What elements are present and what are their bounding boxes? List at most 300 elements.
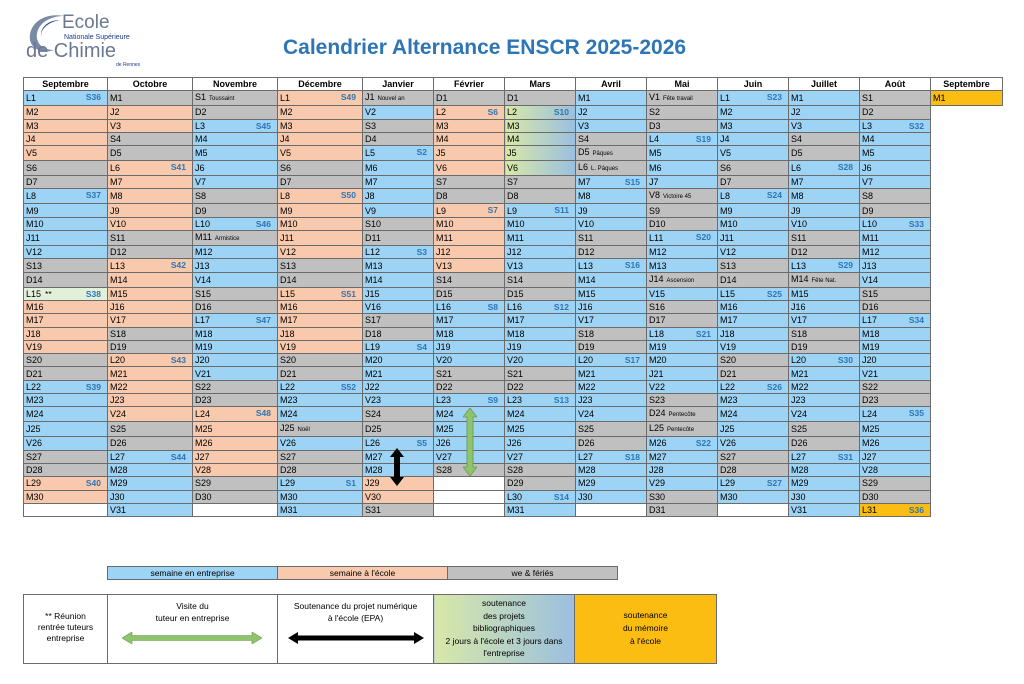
day-label: L29	[26, 478, 42, 489]
day-label: M20	[365, 355, 383, 366]
day-label: J6	[862, 163, 872, 174]
day-cell	[24, 106, 108, 119]
day-label: M22	[791, 381, 809, 392]
day-label: J5	[436, 148, 446, 159]
day-cell	[789, 91, 860, 106]
day-label: J14	[649, 273, 664, 284]
day-cell	[860, 422, 931, 437]
empty-cell	[576, 503, 647, 516]
day-cell	[193, 367, 278, 380]
day-label: L22	[280, 381, 296, 392]
day-label: J9	[578, 205, 588, 216]
empty-cell	[931, 380, 1003, 393]
day-label: V31	[791, 504, 808, 515]
day-label: V28	[862, 465, 879, 476]
day-label: D12	[578, 247, 595, 258]
day-cell	[505, 314, 576, 327]
day-cell	[24, 490, 108, 503]
day-cell	[576, 146, 647, 161]
day-cell	[789, 314, 860, 327]
day-label: J25	[720, 424, 735, 435]
day-cell	[363, 132, 434, 145]
day-cell	[789, 287, 860, 300]
day-cell	[718, 463, 789, 476]
day-label: M15	[578, 288, 596, 299]
day-cell	[24, 132, 108, 145]
legend-soutenance-memoire-text: soutenance du mémoire à l'école	[623, 610, 668, 646]
day-label: S10	[365, 218, 382, 229]
day-cell	[363, 287, 434, 300]
day-cell	[193, 314, 278, 327]
day-cell	[647, 450, 718, 463]
day-cell	[434, 300, 505, 313]
day-label: J23	[791, 395, 806, 406]
legend-weekend: we & fériés	[448, 567, 618, 580]
calendar-table	[23, 77, 1003, 517]
day-label: L1	[280, 93, 291, 104]
empty-cell	[931, 246, 1003, 259]
day-cell	[24, 217, 108, 230]
day-cell	[505, 204, 576, 217]
calendar-row	[24, 422, 1003, 437]
day-cell	[193, 437, 278, 450]
day-label: L18	[649, 328, 665, 339]
day-label: L6	[791, 163, 802, 174]
day-cell	[576, 314, 647, 327]
day-label: D1	[436, 93, 448, 104]
day-cell	[193, 132, 278, 145]
week-number: S17	[624, 355, 640, 366]
week-number: S39	[85, 381, 101, 392]
empty-cell	[931, 394, 1003, 407]
day-cell	[278, 204, 363, 217]
month-header: Novembre	[193, 78, 278, 91]
day-label: S30	[649, 491, 666, 502]
day-label: M1	[791, 93, 804, 104]
day-label: M24	[507, 409, 525, 420]
day-label: M17	[436, 315, 454, 326]
day-cell	[108, 380, 193, 393]
empty-cell	[931, 490, 1003, 503]
day-label: M31	[507, 504, 525, 515]
day-cell	[24, 437, 108, 450]
empty-cell	[931, 132, 1003, 145]
day-cell	[789, 477, 860, 490]
day-label: V7	[195, 177, 207, 188]
day-cell	[718, 450, 789, 463]
day-cell	[193, 91, 278, 106]
day-cell	[278, 287, 363, 300]
day-label: D15	[436, 288, 453, 299]
day-cell	[860, 340, 931, 353]
day-cell	[860, 300, 931, 313]
day-cell	[193, 394, 278, 407]
day-cell	[24, 246, 108, 259]
month-header: Juin	[718, 78, 789, 91]
day-label: L16	[436, 302, 452, 313]
day-cell	[576, 437, 647, 450]
calendar-row	[24, 91, 1003, 106]
day-cell	[108, 422, 193, 437]
day-cell	[278, 161, 363, 176]
day-label: M21	[110, 368, 128, 379]
week-number: S41	[170, 162, 186, 173]
day-label: L25	[649, 423, 665, 434]
day-label: S2	[649, 107, 661, 118]
day-label: M26	[649, 438, 667, 449]
day-cell	[108, 204, 193, 217]
day-label: S18	[110, 328, 127, 339]
day-cell	[718, 189, 789, 204]
day-cell	[24, 422, 108, 437]
day-label: M28	[110, 465, 128, 476]
week-number: S48	[255, 408, 271, 419]
day-label: L19	[365, 342, 381, 352]
day-cell	[718, 354, 789, 367]
calendar-row	[24, 132, 1003, 145]
day-cell	[363, 91, 434, 106]
day-cell	[363, 490, 434, 503]
day-cell	[647, 106, 718, 119]
day-cell	[505, 146, 576, 161]
day-cell	[24, 300, 108, 313]
day-label: V12	[720, 247, 737, 258]
day-label: D22	[436, 381, 453, 392]
day-label: M30	[280, 491, 298, 502]
day-label: M20	[649, 355, 667, 366]
day-label: V13	[436, 260, 453, 271]
day-cell	[647, 477, 718, 490]
day-label: J21	[649, 368, 664, 379]
day-cell	[434, 231, 505, 246]
holiday-note: Armistice	[214, 236, 240, 243]
week-number: S14	[553, 491, 569, 502]
day-cell	[108, 132, 193, 145]
day-cell	[505, 503, 576, 516]
day-cell	[789, 176, 860, 189]
day-label: V14	[862, 274, 879, 285]
day-cell	[860, 407, 931, 422]
day-label: M21	[791, 368, 809, 379]
day-label: L6	[110, 163, 121, 174]
day-cell	[576, 463, 647, 476]
day-label: L10	[862, 218, 878, 229]
day-label: V24	[791, 409, 808, 420]
day-cell	[647, 217, 718, 230]
day-cell	[24, 407, 108, 422]
day-label: M3	[280, 120, 293, 131]
day-label: L20	[791, 355, 807, 366]
day-cell	[718, 367, 789, 380]
calendar-row	[24, 490, 1003, 503]
day-label: M27	[649, 451, 667, 462]
day-label: D22	[507, 381, 524, 392]
day-cell	[193, 204, 278, 217]
day-cell	[505, 380, 576, 393]
day-cell	[647, 176, 718, 189]
day-cell	[576, 490, 647, 503]
day-cell	[24, 204, 108, 217]
day-label: M29	[578, 478, 596, 489]
day-cell	[647, 231, 718, 246]
day-label: L27	[791, 451, 807, 462]
day-label: D2	[862, 107, 874, 118]
legend-reunion	[24, 595, 108, 664]
day-cell	[108, 314, 193, 327]
day-label: J30	[791, 491, 806, 502]
legend-visite-text: Visite du tuteur en entreprise	[155, 601, 230, 623]
day-cell	[24, 477, 108, 490]
day-cell	[860, 367, 931, 380]
logo-text-nationale: Nationale Supérieure	[64, 34, 130, 41]
calendar-row	[24, 287, 1003, 300]
empty-cell	[931, 231, 1003, 246]
day-label: D17	[649, 315, 666, 326]
day-cell	[860, 119, 931, 132]
empty-cell	[931, 407, 1003, 422]
day-cell	[363, 354, 434, 367]
week-number: S13	[553, 395, 569, 406]
legend-soutenance-projet	[278, 595, 434, 664]
day-label: M25	[507, 424, 525, 435]
day-label: L15	[26, 288, 42, 299]
day-cell	[278, 463, 363, 476]
day-cell	[434, 217, 505, 230]
day-label: V10	[791, 218, 808, 229]
day-cell	[860, 437, 931, 450]
day-label: V19	[720, 342, 737, 352]
day-cell	[718, 490, 789, 503]
day-label: V21	[195, 368, 212, 379]
day-cell	[789, 119, 860, 132]
day-label: M30	[720, 491, 738, 502]
day-label: V3	[578, 120, 590, 131]
day-label: L5	[365, 148, 376, 159]
day-label: M9	[720, 205, 733, 216]
day-label: J2	[578, 107, 588, 118]
day-cell	[278, 503, 363, 516]
day-label: L3	[195, 120, 206, 131]
day-label: S7	[436, 177, 448, 188]
day-label: D5	[110, 148, 122, 159]
day-cell	[363, 503, 434, 516]
day-label: M17	[720, 315, 738, 326]
empty-cell	[931, 354, 1003, 367]
day-label: M22	[578, 381, 596, 392]
day-label: J19	[507, 342, 522, 352]
day-label: D5	[578, 147, 590, 158]
legend-soutenance-memoire	[575, 595, 717, 664]
day-label: S18	[578, 328, 595, 339]
day-label: D26	[110, 438, 127, 449]
day-label: J12	[436, 247, 451, 258]
week-number: S11	[554, 205, 569, 216]
day-label: M12	[862, 247, 880, 258]
day-cell	[576, 380, 647, 393]
day-label: D10	[649, 218, 666, 229]
day-label: M28	[578, 465, 596, 476]
day-label: S27	[26, 451, 43, 462]
day-cell	[193, 106, 278, 119]
day-cell	[193, 407, 278, 422]
day-label: D7	[280, 177, 292, 188]
week-number: S22	[695, 438, 711, 449]
day-cell	[193, 450, 278, 463]
day-cell	[24, 231, 108, 246]
week-number: S38	[85, 288, 101, 299]
day-cell	[363, 189, 434, 204]
calendar-row	[24, 503, 1003, 516]
day-label: J8	[365, 191, 375, 202]
day-label: J23	[578, 395, 593, 406]
empty-cell	[24, 503, 108, 516]
day-cell	[108, 490, 193, 503]
day-cell	[576, 119, 647, 132]
day-label: S14	[436, 274, 453, 285]
day-label: L20	[110, 355, 126, 366]
day-cell	[505, 490, 576, 503]
day-label: L26	[365, 438, 381, 449]
day-cell	[718, 422, 789, 437]
day-cell	[193, 327, 278, 340]
day-label: S23	[649, 395, 666, 406]
day-label: M22	[110, 381, 128, 392]
day-cell	[860, 132, 931, 145]
week-number: S50	[340, 190, 356, 201]
day-cell	[24, 146, 108, 161]
day-cell	[24, 463, 108, 476]
holiday-note: Pentecôte	[668, 412, 696, 419]
day-label: L16	[507, 302, 523, 313]
day-label: J11	[26, 233, 40, 244]
day-label: V24	[110, 409, 127, 420]
week-number: S10	[553, 107, 569, 118]
week-number: S3	[416, 247, 427, 258]
day-cell	[718, 314, 789, 327]
holiday-note: Toussaint	[209, 96, 235, 103]
day-label: D21	[26, 368, 43, 379]
day-cell	[434, 246, 505, 259]
week-number: S31	[837, 451, 853, 462]
day-label: L31	[862, 504, 878, 515]
day-cell	[278, 231, 363, 246]
day-label: M4	[436, 134, 449, 145]
day-cell	[647, 394, 718, 407]
day-cell	[789, 367, 860, 380]
day-cell	[193, 477, 278, 490]
day-label: S13	[26, 260, 43, 271]
day-label: M27	[365, 451, 383, 462]
empty-cell	[434, 503, 505, 516]
day-label: M15	[791, 288, 809, 299]
day-label: D16	[862, 302, 879, 313]
day-cell	[860, 146, 931, 161]
empty-cell	[193, 503, 278, 516]
week-number: S45	[255, 120, 271, 131]
day-label: M18	[862, 328, 880, 339]
legend-week-types	[107, 566, 618, 580]
week-number: S46	[255, 218, 271, 229]
day-label: S20	[720, 355, 737, 366]
empty-cell	[434, 477, 505, 490]
day-label: D7	[720, 177, 732, 188]
month-header: Février	[434, 78, 505, 91]
legend-soutenance-biblio-text: soutenance des projets bibliographiques 2 jours à l'école et 3 jours dans l'entreprise	[445, 598, 563, 658]
day-label: V10	[578, 218, 595, 229]
week-number: S21	[695, 328, 711, 339]
day-cell	[363, 380, 434, 393]
holiday-note: **	[45, 288, 52, 299]
day-cell	[108, 91, 193, 106]
day-label: J18	[280, 328, 295, 339]
page-title: Calendrier Alternance ENSCR 2025-2026	[283, 36, 687, 59]
day-label: L27	[578, 451, 594, 462]
day-label: V13	[507, 260, 524, 271]
week-number: S36	[908, 504, 924, 515]
calendar-row	[24, 272, 1003, 287]
day-label: M13	[649, 260, 667, 271]
day-label: D21	[720, 368, 737, 379]
day-cell	[278, 176, 363, 189]
day-cell	[576, 106, 647, 119]
day-label: L13	[578, 260, 594, 271]
day-cell	[278, 327, 363, 340]
day-label: L23	[507, 395, 523, 406]
day-label: J11	[280, 233, 294, 244]
day-cell	[505, 407, 576, 422]
day-label: D5	[791, 148, 803, 159]
day-cell	[108, 119, 193, 132]
day-cell	[278, 394, 363, 407]
day-label: S16	[649, 302, 666, 313]
calendar-row	[24, 354, 1003, 367]
day-label: M11	[507, 233, 524, 244]
day-label: S3	[365, 120, 377, 131]
day-cell	[24, 327, 108, 340]
day-label: V1	[649, 92, 661, 103]
week-number: S40	[85, 478, 101, 489]
day-cell	[860, 106, 931, 119]
day-label: D9	[195, 205, 207, 216]
day-label: D26	[578, 438, 595, 449]
week-number: S6	[487, 107, 498, 118]
day-cell	[363, 407, 434, 422]
day-cell	[718, 477, 789, 490]
day-cell	[718, 176, 789, 189]
day-label: M21	[365, 368, 383, 379]
day-cell	[278, 437, 363, 450]
day-cell	[789, 231, 860, 246]
day-cell	[24, 91, 108, 106]
day-label: M24	[436, 409, 454, 420]
day-label: M28	[365, 465, 383, 476]
day-label: J25	[26, 424, 41, 435]
logo-text-ecole: Ecole	[62, 12, 110, 33]
day-label: D19	[578, 342, 595, 352]
empty-cell	[931, 450, 1003, 463]
day-label: M23	[280, 395, 298, 406]
week-number: S5	[416, 438, 427, 449]
day-cell	[718, 394, 789, 407]
day-label: S6	[720, 163, 732, 174]
day-label: S4	[578, 134, 590, 145]
day-label: J30	[110, 491, 125, 502]
day-cell	[278, 340, 363, 353]
calendar-row	[24, 146, 1003, 161]
day-label: V12	[280, 247, 297, 258]
day-label: D30	[862, 491, 879, 502]
day-label: M2	[720, 107, 733, 118]
